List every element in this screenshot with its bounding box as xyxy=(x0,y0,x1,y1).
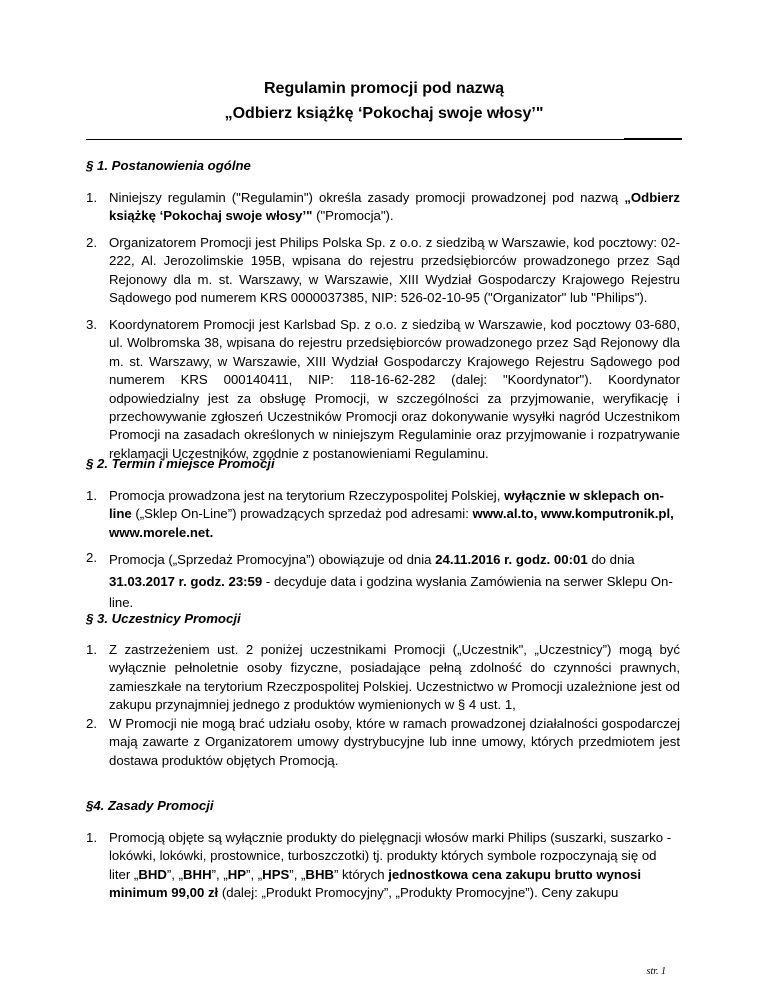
page-number: str. 1 xyxy=(646,966,666,977)
item-number: 1. xyxy=(86,642,97,657)
list-item xyxy=(86,549,680,614)
item-text: Promocją objęte są wyłącznie produkty do pielęgnacji włosów marki Philips (suszarki, suszarko - lokówki, lokówki, prostownice, turboszczotki) tj. produkty których symbole rozpoczynają się od liter „BHD”, „BHH”, „HP”, „HPS”, „BHB” których jednostkowa cena zakupu brutto wynosi minimum 99,00 zł (dalej: „Produkt Promocyjny”, „Produkty Promocyjne”). Ceny zakupu xyxy=(109,830,672,901)
item-number: 1. xyxy=(86,830,97,845)
section-heading-4: §4. Zasady Promocji xyxy=(86,798,214,813)
item-text: Organizatorem Promocji jest Philips Polska Sp. z o.o. z siedzibą w Warszawie, kod pocztowy: 02-222, Al. Jerozolimskie 195B, wpisana do rejestru przedsiębiorców prowadzonego przez Sąd Rejonowy dla m. st. Warszawy, w Warszawie, XIII Wydział Gospodarczy Krajowego Rejestru Sądowego pod numerem KRS 0000037385, NIP: 526-02-10-95 ("Organizator" lub "Philips"). xyxy=(109,235,680,306)
list-item xyxy=(86,715,680,770)
item-text: W Promocji nie mogą brać udziału osoby, które w ramach prowadzonej działalności gospodarczej mają zawarte z Organizatorem umowy dystrybucyjne lub inne umowy, których przedmiotem jest dostawa produktów objętych Promocją. xyxy=(109,716,680,768)
item-text: Koordynatorem Promocji jest Karlsbad Sp. z o.o. z siedzibą w Warszawie, kod pocztowy 03-680, ul. Wolbromska 38, wpisana do rejestru przedsiębiorców prowadzonego przez Sąd Rejonowy dla m. st. Warszawy, w Warszawie, XIII Wydział Gospodarczy Krajowego Rejestru Sądowego pod numerem KRS 000140411, NIP: 118-16-62-282 (dalej: "Koordynator"). Koordynator odpowiedzialny jest za obsługę Promocji, w szczególności za przyjmowanie, weryfikację i przechowywanie zgłoszeń Uczestników Promocji oraz dokonywanie wysyłki nagród Uczestnikom Promocji na zasadach określonych w niniejszym Regulaminie oraz przyjmowanie i rozpatrywanie reklamacji Uczestników, zgodnie z postanowieniami Regulaminu. xyxy=(109,317,680,461)
item-number: 3. xyxy=(86,317,97,332)
list-item xyxy=(86,641,680,715)
list-item xyxy=(86,487,680,542)
list-item xyxy=(86,316,680,463)
title-divider xyxy=(86,139,682,140)
section-heading-2: § 2. Termin i miejsce Promocji xyxy=(86,456,275,471)
section-heading-3: § 3. Uczestnicy Promocji xyxy=(86,611,241,626)
item-text: Niniejszy regulamin ("Regulamin") określa zasady promocji prowadzonej pod nazwą „Odbierz książkę ‘Pokochaj swoje włosy’" ("Promocja"). xyxy=(109,190,680,224)
document-subtitle: „Odbierz książkę ‘Pokochaj swoje włosy’" xyxy=(224,105,544,122)
item-text: Z zastrzeżeniem ust. 2 poniżej uczestnikami Promocji („Uczestnik", „Uczestnicy”) mogą być wyłącznie pełnoletnie osoby fizyczne, posiadające pełną zdolność do czynności prawnych, zamieszkałe na terytorium Rzeczpospolitej Polskiej. Uczestnictwo w Promocji uzależnione jest od zakupu przynajmniej jednego z produktów wymienionych w § 4 ust. 1, xyxy=(109,642,680,713)
section-heading-1: § 1. Postanowienia ogólne xyxy=(86,158,251,173)
item-text: Promocja („Sprzedaż Promocyjna”) obowiązuje od dnia 24.11.2016 r. godz. 00:01 do dnia 31.03.2017 r. godz. 23:59 - decyduje data i godzina wysłania Zamówienia na serwer Sklepu On-line. xyxy=(109,552,673,610)
title-divider-accent xyxy=(624,138,682,140)
list-item xyxy=(86,234,680,308)
item-number: 2. xyxy=(86,235,97,250)
item-text: Promocja prowadzona jest na terytorium Rzeczypospolitej Polskiej, wyłącznie w sklepach on-line („Sklep On-Line”) prowadzących sprzedaż pod adresami: www.al.to, www.komputronik.pl, www.morele.net. xyxy=(109,488,674,540)
item-number: 1. xyxy=(86,190,97,205)
item-number: 1. xyxy=(86,488,97,503)
list-item xyxy=(86,189,680,226)
item-number: 2. xyxy=(86,550,97,565)
document-title: Regulamin promocji pod nazwą xyxy=(263,80,505,97)
list-item xyxy=(86,829,680,903)
item-number: 2. xyxy=(86,716,97,731)
